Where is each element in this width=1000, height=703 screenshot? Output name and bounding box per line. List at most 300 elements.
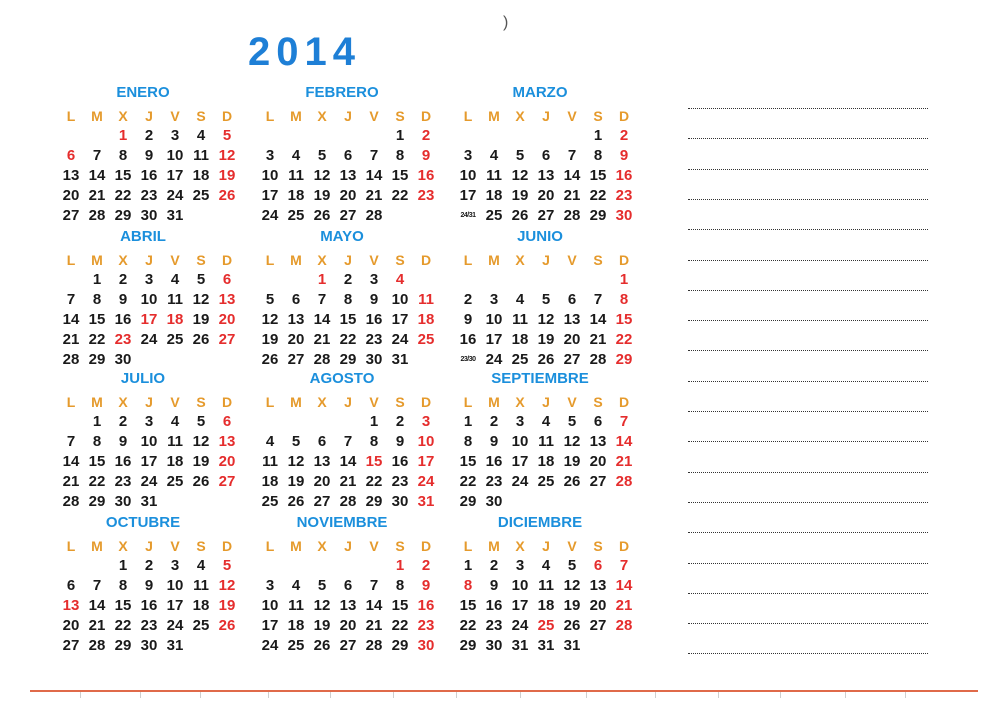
day-cell: 24	[261, 207, 279, 224]
day-cell: 23	[114, 331, 132, 348]
day-cell: 26	[218, 617, 236, 634]
day-cell: 19	[218, 597, 236, 614]
day-cell: 4	[196, 557, 206, 574]
day-cell: 5	[222, 127, 232, 144]
month-name: JUNIO	[517, 228, 563, 245]
weekday-label: V	[170, 538, 180, 554]
day-cell: 10	[261, 167, 279, 184]
day-cell: 23	[417, 187, 435, 204]
week-row	[58, 636, 258, 656]
day-cell: 24	[511, 473, 529, 490]
day-cell: 21	[365, 187, 383, 204]
week-row	[58, 452, 258, 472]
perforation-tick	[845, 692, 846, 698]
day-cell: 16	[365, 311, 383, 328]
day-cell: 9	[421, 147, 431, 164]
day-cell: 31	[166, 207, 184, 224]
week-row	[257, 330, 457, 350]
day-cell: 7	[92, 577, 102, 594]
day-cell: 21	[62, 331, 80, 348]
month-octubre	[58, 514, 258, 654]
weekday-label: V	[170, 394, 180, 410]
week-row	[58, 576, 258, 596]
day-cell: 13	[218, 433, 236, 450]
day-cell: 29	[615, 351, 633, 368]
note-line	[688, 381, 928, 382]
day-cell: 3	[463, 147, 473, 164]
note-line	[688, 472, 928, 473]
day-cell: 26	[287, 493, 305, 510]
day-cell: 14	[62, 311, 80, 328]
day-cell: 28	[589, 351, 607, 368]
day-cell: 1	[317, 271, 327, 288]
day-cell: 21	[62, 473, 80, 490]
day-cell: 9	[144, 147, 154, 164]
weekday-label: V	[369, 108, 379, 124]
weekday-label: S	[395, 394, 405, 410]
weekday-header	[455, 250, 655, 270]
day-cell: 13	[589, 433, 607, 450]
day-cell: 10	[166, 147, 184, 164]
day-cell: 5	[196, 271, 206, 288]
month-abril	[58, 228, 258, 368]
day-cell: 23	[140, 187, 158, 204]
day-cell: 4	[291, 147, 301, 164]
day-cell: 19	[192, 453, 210, 470]
day-cell: 14	[88, 167, 106, 184]
day-cell: 30	[485, 637, 503, 654]
day-cell: 4	[489, 147, 499, 164]
perforation-tick	[393, 692, 394, 698]
day-cell: 15	[391, 597, 409, 614]
weekday-label: L	[66, 538, 76, 554]
day-cell: 17	[417, 453, 435, 470]
day-cell: 8	[92, 291, 102, 308]
day-cell: 15	[114, 597, 132, 614]
day-cell: 22	[339, 331, 357, 348]
day-cell: 17	[140, 311, 158, 328]
weekday-label: S	[196, 108, 206, 124]
week-row	[257, 616, 457, 636]
day-cell: 10	[485, 311, 503, 328]
day-cell: 18	[166, 311, 184, 328]
day-cell: 18	[192, 167, 210, 184]
week-row	[257, 636, 457, 656]
day-cell: 29	[365, 493, 383, 510]
month-julio	[58, 370, 258, 510]
note-line	[688, 138, 928, 139]
day-cell: 20	[313, 473, 331, 490]
weekday-label: M	[488, 538, 500, 554]
weekday-label: S	[593, 538, 603, 554]
day-cell: 30	[140, 207, 158, 224]
week-row	[455, 636, 655, 656]
day-cell: 10	[459, 167, 477, 184]
day-cell: 22	[114, 617, 132, 634]
day-cell: 13	[62, 167, 80, 184]
day-cell: 9	[395, 433, 405, 450]
day-cell: 20	[218, 311, 236, 328]
week-row	[455, 270, 655, 290]
day-cell: 27	[589, 617, 607, 634]
day-cell: 26	[537, 351, 555, 368]
weekday-label: D	[618, 252, 630, 268]
day-cell: 11	[538, 433, 554, 450]
day-cell: 13	[589, 577, 607, 594]
week-row	[455, 556, 655, 576]
day-cell: 4	[515, 291, 525, 308]
day-cell: 10	[140, 291, 158, 308]
day-cell: 26	[218, 187, 236, 204]
day-cell: 3	[265, 147, 275, 164]
weekday-label: L	[265, 538, 275, 554]
day-cell: 18	[537, 453, 555, 470]
weekday-label: S	[593, 108, 603, 124]
day-cell: 6	[343, 147, 353, 164]
weekday-label: X	[118, 252, 128, 268]
day-cell: 19	[287, 473, 305, 490]
day-cell: 20	[589, 453, 607, 470]
day-cell: 20	[589, 597, 607, 614]
day-cell: 17	[511, 597, 529, 614]
day-cell: 7	[66, 291, 76, 308]
note-line	[688, 199, 928, 200]
day-cell: 3	[515, 557, 525, 574]
day-cell: 8	[619, 291, 629, 308]
day-cell: 28	[563, 207, 581, 224]
day-cell: 25	[417, 331, 435, 348]
day-cell: 8	[395, 147, 405, 164]
day-cell: 29	[459, 637, 477, 654]
day-cell: 27	[218, 331, 236, 348]
day-cell: 11	[288, 167, 304, 184]
week-row	[58, 350, 258, 370]
day-cell: 10	[166, 577, 184, 594]
day-cell: 13	[313, 453, 331, 470]
weekday-label: X	[515, 108, 525, 124]
weekday-label: X	[317, 538, 327, 554]
day-cell: 27	[287, 351, 305, 368]
day-cell: 3	[170, 557, 180, 574]
day-cell: 6	[343, 577, 353, 594]
day-cell: 15	[88, 311, 106, 328]
day-cell: 23	[485, 617, 503, 634]
paper-mark: )	[503, 14, 509, 31]
day-cell: 4	[291, 577, 301, 594]
day-cell: 1	[593, 127, 603, 144]
day-cell: 21	[88, 187, 106, 204]
week-row	[257, 186, 457, 206]
week-row	[455, 452, 655, 472]
weekday-header	[455, 392, 655, 412]
day-cell: 11	[538, 577, 554, 594]
day-cell: 17	[261, 617, 279, 634]
weekday-label: J	[344, 252, 352, 268]
week-row	[455, 596, 655, 616]
week-row	[257, 310, 457, 330]
day-cell: 12	[218, 147, 236, 164]
day-cell: 11	[512, 311, 528, 328]
day-cell: 16	[485, 453, 503, 470]
day-cell: 7	[369, 147, 379, 164]
day-cell: 29	[459, 493, 477, 510]
day-cell: 14	[589, 311, 607, 328]
weekday-label: L	[66, 394, 76, 410]
day-cell: 2	[144, 127, 154, 144]
day-cell: 15	[339, 311, 357, 328]
day-cell: 2	[343, 271, 353, 288]
weekday-label: L	[265, 108, 275, 124]
day-cell: 18	[166, 453, 184, 470]
note-line	[688, 532, 928, 533]
day-cell: 7	[92, 147, 102, 164]
weekday-label: X	[118, 538, 128, 554]
day-cell: 4	[196, 127, 206, 144]
day-cell: 29	[114, 637, 132, 654]
day-cell: 2	[395, 413, 405, 430]
weekday-label: L	[463, 394, 473, 410]
day-cell: 14	[615, 577, 633, 594]
day-cell: 11	[288, 597, 304, 614]
day-cell: 30	[114, 351, 132, 368]
day-cell: 12	[313, 597, 331, 614]
day-cell: 6	[222, 271, 232, 288]
day-cell: 21	[563, 187, 581, 204]
day-cell: 12	[287, 453, 305, 470]
day-cell: 24	[391, 331, 409, 348]
weekday-label: J	[542, 394, 550, 410]
day-cell: 16	[485, 597, 503, 614]
day-cell: 7	[343, 433, 353, 450]
day-cell: 30	[391, 493, 409, 510]
weekday-label: V	[170, 252, 180, 268]
day-cell: 29	[114, 207, 132, 224]
day-cell: 3	[489, 291, 499, 308]
day-cell: 2	[421, 127, 431, 144]
day-cell: 1	[463, 413, 473, 430]
month-enero	[58, 84, 258, 224]
day-cell: 19	[218, 167, 236, 184]
day-cell: 26	[511, 207, 529, 224]
perforation-tick	[200, 692, 201, 698]
day-cell: 29	[589, 207, 607, 224]
week-row	[455, 432, 655, 452]
day-cell: 2	[118, 271, 128, 288]
note-line	[688, 653, 928, 654]
weekday-label: D	[618, 538, 630, 554]
day-cell: 11	[167, 433, 183, 450]
week-row	[58, 186, 258, 206]
day-cell: 18	[537, 597, 555, 614]
day-cell: 17	[140, 453, 158, 470]
day-cell: 20	[287, 331, 305, 348]
day-cell: 4	[170, 413, 180, 430]
weekday-header	[455, 106, 655, 126]
day-cell: 8	[593, 147, 603, 164]
note-line	[688, 229, 928, 230]
week-row	[455, 126, 655, 146]
day-cell: 4	[541, 557, 551, 574]
day-cell: 19	[313, 187, 331, 204]
day-cell: 25	[485, 207, 503, 224]
week-row	[58, 206, 258, 226]
day-cell: 27	[589, 473, 607, 490]
month-septiembre	[455, 370, 655, 510]
day-cell: 17	[166, 167, 184, 184]
day-cell: 3	[144, 413, 154, 430]
day-cell: 23	[365, 331, 383, 348]
day-cell: 1	[395, 127, 405, 144]
day-cell: 25	[192, 187, 210, 204]
week-row	[58, 146, 258, 166]
month-mayo	[257, 228, 457, 368]
perforation-tick	[586, 692, 587, 698]
day-cell: 17	[391, 311, 409, 328]
day-cell: 20	[62, 187, 80, 204]
day-cell: 5	[541, 291, 551, 308]
day-cell: 30	[615, 207, 633, 224]
day-cell: 31	[140, 493, 158, 510]
day-cell: 18	[192, 597, 210, 614]
weekday-label: J	[145, 252, 153, 268]
day-cell: 15	[114, 167, 132, 184]
weekday-label: M	[91, 252, 103, 268]
week-row	[58, 432, 258, 452]
weekday-label: X	[515, 538, 525, 554]
day-cell: 7	[317, 291, 327, 308]
day-cell: 12	[261, 311, 279, 328]
day-cell: 12	[537, 311, 555, 328]
day-cell: 22	[365, 473, 383, 490]
day-cell: 26	[313, 637, 331, 654]
month-name: NOVIEMBRE	[296, 514, 388, 531]
weekday-header	[257, 392, 457, 412]
day-cell: 12	[192, 291, 210, 308]
day-cell: 3	[144, 271, 154, 288]
day-cell: 16	[417, 167, 435, 184]
week-row	[455, 576, 655, 596]
day-cell: 13	[537, 167, 555, 184]
year-title: 2014	[248, 30, 361, 74]
week-row	[58, 412, 258, 432]
week-row	[455, 616, 655, 636]
day-cell: 12	[218, 577, 236, 594]
day-cell: 28	[365, 637, 383, 654]
day-cell: 24/31	[460, 212, 476, 219]
note-line	[688, 350, 928, 351]
weekday-label: D	[420, 538, 432, 554]
day-cell: 1	[395, 557, 405, 574]
day-cell: 14	[365, 597, 383, 614]
note-line	[688, 108, 928, 109]
week-row	[58, 310, 258, 330]
month-name: MAYO	[320, 228, 364, 245]
week-row	[257, 596, 457, 616]
month-name: JULIO	[120, 370, 166, 387]
day-cell: 9	[118, 291, 128, 308]
week-row	[257, 492, 457, 512]
day-cell: 27	[218, 473, 236, 490]
day-cell: 3	[170, 127, 180, 144]
week-row	[455, 206, 655, 226]
day-cell: 4	[541, 413, 551, 430]
day-cell: 9	[463, 311, 473, 328]
perforation-tick	[80, 692, 81, 698]
weekday-header	[58, 536, 258, 556]
weekday-label: M	[290, 108, 302, 124]
day-cell: 11	[486, 167, 502, 184]
day-cell: 22	[589, 187, 607, 204]
day-cell: 8	[118, 147, 128, 164]
note-line	[688, 320, 928, 321]
weekday-label: M	[488, 394, 500, 410]
perforation-tick	[655, 692, 656, 698]
weekday-label: V	[567, 252, 577, 268]
weekday-label: X	[317, 108, 327, 124]
perforation-tick	[718, 692, 719, 698]
day-cell: 24	[485, 351, 503, 368]
day-cell: 18	[287, 187, 305, 204]
day-cell: 21	[313, 331, 331, 348]
day-cell: 7	[66, 433, 76, 450]
weekday-label: D	[420, 252, 432, 268]
day-cell: 27	[563, 351, 581, 368]
week-row	[58, 492, 258, 512]
day-cell: 24	[166, 187, 184, 204]
day-cell: 21	[615, 597, 633, 614]
weekday-label: M	[488, 252, 500, 268]
day-cell: 10	[140, 433, 158, 450]
weekday-label: D	[618, 108, 630, 124]
perforation-tick	[268, 692, 269, 698]
day-cell: 28	[615, 473, 633, 490]
note-line	[688, 593, 928, 594]
month-name: MARZO	[512, 84, 568, 101]
day-cell: 16	[615, 167, 633, 184]
day-cell: 20	[537, 187, 555, 204]
week-row	[455, 492, 655, 512]
weekday-label: V	[369, 252, 379, 268]
day-cell: 2	[421, 557, 431, 574]
day-cell: 13	[563, 311, 581, 328]
day-cell: 11	[193, 577, 209, 594]
weekday-label: S	[593, 394, 603, 410]
perforation-tick	[780, 692, 781, 698]
day-cell: 23	[485, 473, 503, 490]
day-cell: 17	[261, 187, 279, 204]
note-line	[688, 502, 928, 503]
day-cell: 21	[615, 453, 633, 470]
day-cell: 10	[391, 291, 409, 308]
weekday-label: L	[265, 394, 275, 410]
day-cell: 25	[537, 473, 555, 490]
day-cell: 22	[391, 617, 409, 634]
day-cell: 16	[459, 331, 477, 348]
week-row	[257, 412, 457, 432]
weekday-label: D	[221, 252, 233, 268]
week-row	[58, 596, 258, 616]
month-name: ABRIL	[120, 228, 166, 245]
day-cell: 13	[287, 311, 305, 328]
day-cell: 19	[537, 331, 555, 348]
week-row	[257, 290, 457, 310]
day-cell: 9	[118, 433, 128, 450]
day-cell: 3	[515, 413, 525, 430]
weekday-label: J	[542, 108, 550, 124]
day-cell: 5	[196, 413, 206, 430]
day-cell: 3	[421, 413, 431, 430]
week-row	[257, 472, 457, 492]
